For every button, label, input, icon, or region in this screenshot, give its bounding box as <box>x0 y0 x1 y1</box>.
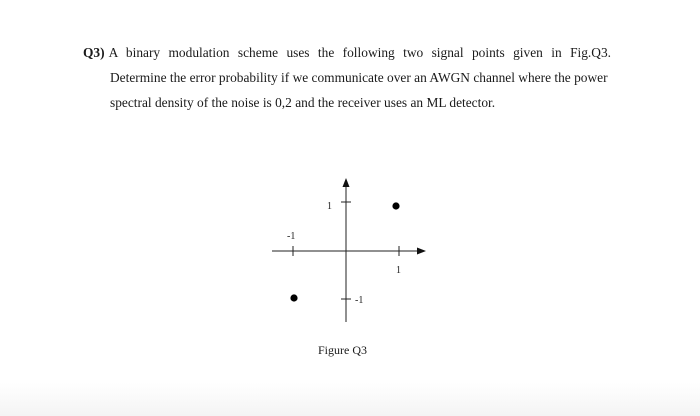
question-line-2: Determine the error probability if we communicate over an AWGN channel where the power <box>110 70 608 85</box>
y-tick-label-neg: -1 <box>355 295 364 306</box>
signal-point-neg1-neg1 <box>290 294 297 301</box>
y-tick-label-pos: 1 <box>327 201 332 212</box>
x-tick-label-pos: 1 <box>396 265 401 276</box>
question-text-1: A binary modulation scheme uses the following two signal points given in Fig.Q3. <box>108 45 611 60</box>
y-axis-arrow <box>343 178 350 187</box>
x-axis-arrow <box>417 248 426 255</box>
signal-point-1-1 <box>392 202 399 209</box>
question-line-3: spectral density of the noise is 0,2 and the receiver uses an ML detector. <box>110 95 496 110</box>
figure-caption: Figure Q3 <box>318 343 367 357</box>
x-tick-label-neg: -1 <box>287 231 296 242</box>
question-number: Q3) <box>83 45 105 60</box>
